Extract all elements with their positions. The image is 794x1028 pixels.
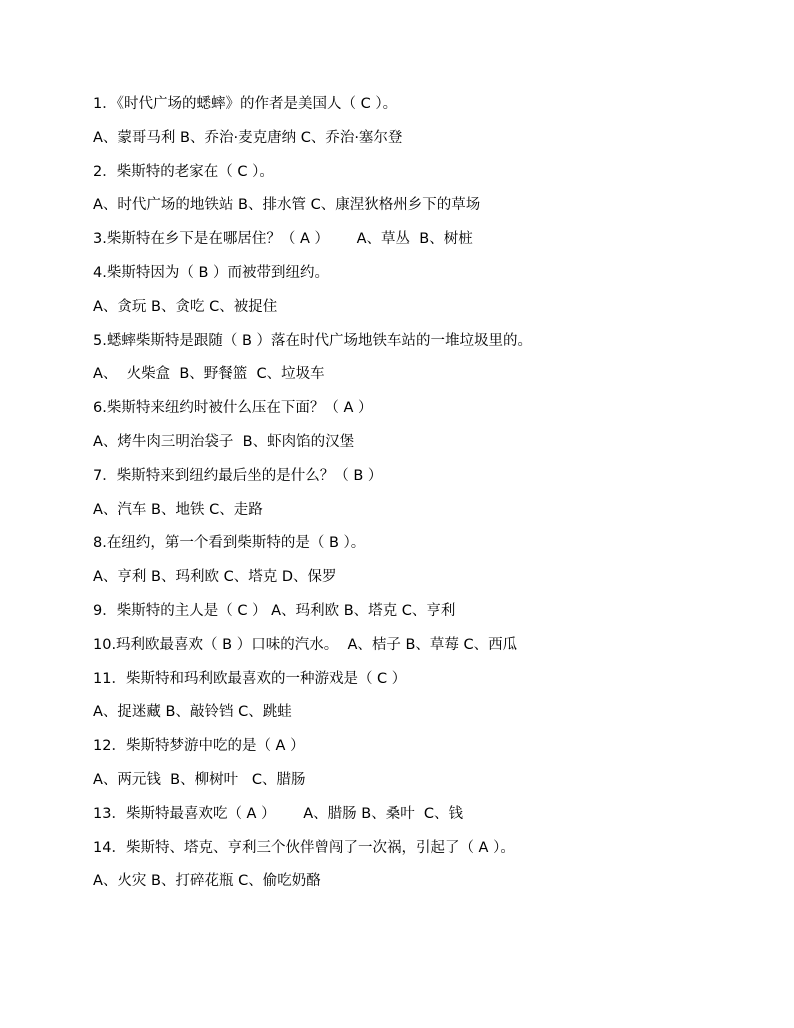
answer-options-1: A、蒙哥马利 B、乔治·麦克唐纳 C、乔治·塞尔登	[93, 129, 403, 146]
question-8: 8.在纽约，第一个看到柴斯特的是（ B ）。	[93, 535, 366, 552]
answer-options-14: A、火灾 B、打碎花瓶 C、偷吃奶酪	[93, 873, 321, 890]
answer-options-8: A、亨利 B、玛利欧 C、塔克 D、保罗	[93, 569, 337, 586]
answer-options-4: A、贪玩 B、贪吃 C、被捉住	[93, 298, 278, 315]
question-4: 4.柴斯特因为（ B ）而被带到纽约。	[93, 264, 329, 281]
quiz-content	[93, 91, 733, 902]
answer-options-7: A、汽车 B、地铁 C、走路	[93, 501, 263, 518]
answer-options-2: A、时代广场的地铁站 B、排水管 C、康涅狄格州乡下的草场	[93, 197, 481, 214]
question-6: 6.柴斯特来纽约时被什么压在下面？（ A ）	[93, 400, 373, 417]
question-5: 5.蟋蟀柴斯特是跟随（ B ）落在时代广场地铁车站的一堆垃圾里的。	[93, 332, 532, 349]
question-1: 1．《时代广场的蟋蟀》的作者是美国人（ C ）。	[93, 96, 398, 112]
question-13: 13．柴斯特最喜欢吃（ A ） A、腊肠 B、桑叶 C、钱	[93, 805, 464, 822]
answer-options-5: A、 火柴盒 B、野餐篮 C、垃圾车	[93, 366, 325, 383]
question-7: 7．柴斯特来到纽约最后坐的是什么？（ B ）	[93, 467, 383, 484]
question-11: 11．柴斯特和玛利欧最喜欢的一种游戏是（ C ）	[93, 670, 407, 687]
question-3: 3.柴斯特在乡下是在哪居住？（ A ） A、草丛 B、树桩	[93, 231, 473, 248]
question-10: 10.玛利欧最喜欢（ B ）口味的汽水。 A、桔子 B、草莓 C、西瓜	[93, 636, 518, 653]
answer-options-12: A、两元钱 B、柳树叶 C、腊肠	[93, 771, 306, 788]
question-14: 14．柴斯特、塔克、亨利三个伙伴曾闯了一次祸，引起了（ A ）。	[93, 839, 515, 856]
question-9: 9．柴斯特的主人是（ C ） A、玛利欧 B、塔克 C、亨利	[93, 602, 456, 619]
question-2: 2．柴斯特的老家在（ C ）。	[93, 163, 274, 180]
answer-options-6: A、烤牛肉三明治袋子 B、虾肉馅的汉堡	[93, 433, 355, 450]
answer-options-11: A、捉迷藏 B、敲铃铛 C、跳蛙	[93, 704, 292, 721]
question-12: 12．柴斯特梦游中吃的是（ A ）	[93, 738, 305, 755]
